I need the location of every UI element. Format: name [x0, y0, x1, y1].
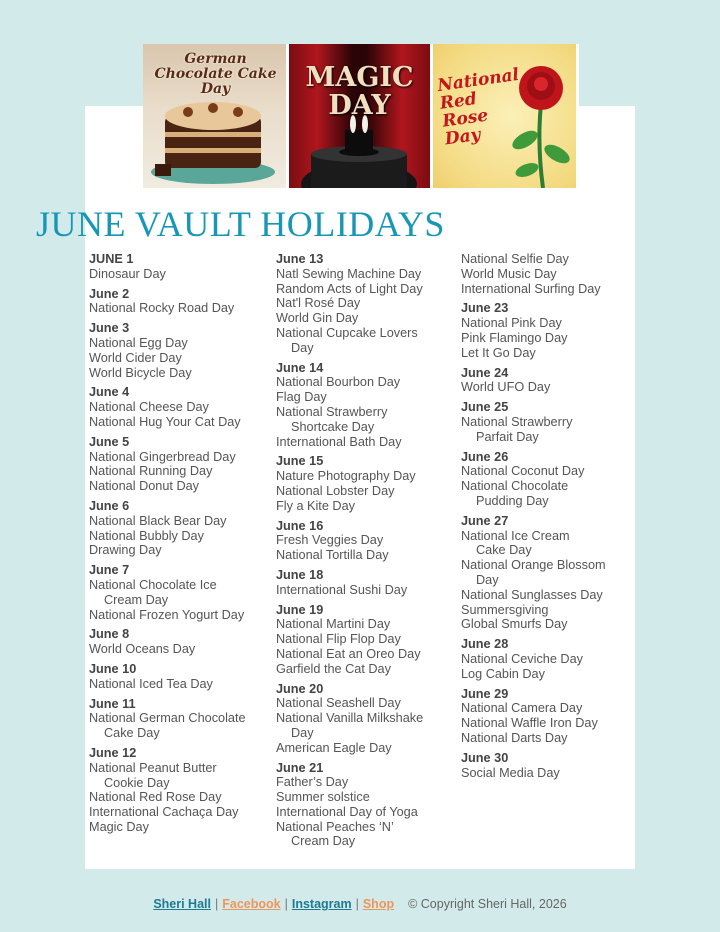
date-group	[461, 301, 633, 360]
holiday-name-continued: Shortcake Day	[291, 419, 375, 434]
holiday-name: National Bubbly Day	[89, 528, 204, 543]
footer-link-facebook[interactable]: Facebook	[222, 897, 281, 911]
date-group	[276, 519, 458, 563]
date-heading: June 16	[276, 518, 324, 533]
holiday-name-continued: Day	[476, 572, 499, 587]
holiday-item	[276, 390, 458, 405]
holiday-name: American Eagle Day	[276, 740, 392, 755]
date-group	[89, 662, 274, 692]
holiday-name: World Cider Day	[89, 350, 182, 365]
date-group	[89, 385, 274, 429]
holiday-name: National Ice Cream	[461, 528, 570, 543]
footer-link-sheri-hall[interactable]: Sheri Hall	[153, 897, 211, 911]
holiday-item	[276, 548, 458, 563]
holiday-name: Nature Photography Day	[276, 469, 416, 484]
date-group	[89, 499, 274, 558]
copyright-text: © Copyright Sheri Hall, 2026	[408, 897, 567, 911]
date-heading: June 15	[276, 454, 324, 469]
holiday-name: National Rocky Road Day	[89, 301, 235, 316]
date-group	[276, 682, 458, 756]
holiday-name: Fly a Kite Day	[276, 498, 355, 513]
holiday-item	[89, 479, 274, 494]
holiday-name: National Chocolate Ice	[89, 577, 217, 592]
holiday-item	[276, 326, 458, 356]
holiday-item	[276, 469, 458, 484]
date-group	[461, 450, 633, 509]
holiday-name: National Sunglasses Day	[461, 587, 603, 602]
german-chocolate-cake-day-image	[143, 44, 286, 188]
holiday-name: National Iced Tea Day	[89, 676, 213, 691]
date-heading: June 6	[89, 498, 130, 513]
date-group	[89, 321, 274, 380]
date-group	[276, 454, 458, 513]
footer-link-instagram[interactable]: Instagram	[291, 897, 352, 911]
footer-separator: |	[214, 897, 219, 911]
holiday-name: National Running Day	[89, 464, 213, 479]
holiday-item	[276, 375, 458, 390]
holiday-name: International Day of Yoga	[276, 804, 418, 819]
holiday-name: National Strawberry	[276, 404, 388, 419]
date-heading: June 21	[276, 760, 324, 775]
holiday-name: Father’s Day	[276, 775, 349, 790]
holiday-name-continued: Day	[291, 725, 314, 740]
date-group	[276, 361, 458, 450]
date-group	[461, 687, 633, 746]
holiday-item	[461, 415, 633, 445]
holiday-name: National Tortilla Day	[276, 548, 389, 563]
holiday-name: International Cachaça Day	[89, 805, 239, 820]
holiday-name: Social Media Day	[461, 765, 560, 780]
holiday-item	[461, 731, 633, 746]
holiday-name: National Peaches ‘N’	[276, 819, 394, 834]
date-heading: June 8	[89, 627, 130, 642]
holiday-name: Log Cabin Day	[461, 666, 545, 681]
date-heading: June 18	[276, 567, 324, 582]
holiday-name: Global Smurfs Day	[461, 617, 568, 632]
holiday-item	[276, 311, 458, 326]
holiday-name: National Camera Day	[461, 701, 583, 716]
holiday-name: National Lobster Day	[276, 483, 395, 498]
holiday-name: National Cheese Day	[89, 400, 209, 415]
holiday-item	[461, 701, 633, 716]
holiday-item	[89, 642, 274, 657]
holiday-name: Nat'l Rosé Day	[276, 296, 361, 311]
holiday-item	[461, 464, 633, 479]
holiday-name: National Peanut Butter	[89, 760, 217, 775]
holiday-name: National Bourbon Day	[276, 375, 401, 390]
holiday-name: Random Acts of Light Day	[276, 281, 423, 296]
holiday-item	[89, 608, 274, 623]
holiday-item	[89, 267, 274, 282]
holiday-item	[89, 578, 274, 608]
holiday-name-continued: Parfait Day	[476, 429, 539, 444]
holiday-name: National Flip Flop Day	[276, 632, 401, 647]
date-heading: June 13	[276, 252, 324, 266]
footer-separator: |	[355, 897, 359, 911]
holiday-item	[89, 677, 274, 692]
holiday-name: National Ceviche Day	[461, 651, 583, 666]
date-heading: June 14	[276, 360, 324, 375]
holiday-item	[276, 484, 458, 499]
date-heading: June 28	[461, 637, 509, 652]
holiday-item	[461, 267, 633, 282]
header-banner	[143, 44, 579, 188]
holiday-item	[461, 252, 633, 267]
date-heading: June 10	[89, 661, 137, 676]
date-heading: June 29	[461, 686, 509, 701]
holiday-item	[461, 617, 633, 632]
holiday-item	[89, 529, 274, 544]
holiday-item	[461, 346, 633, 361]
date-heading: June 20	[276, 681, 324, 696]
date-heading: June 23	[461, 301, 509, 316]
holiday-name: World UFO Day	[461, 380, 551, 395]
holiday-name: National Martini Day	[276, 617, 391, 632]
holiday-name: Dinosaur Day	[89, 266, 166, 281]
holiday-name-continued: Cream Day	[104, 592, 169, 607]
holiday-item	[276, 533, 458, 548]
holiday-item	[89, 514, 274, 529]
holiday-name: National Frozen Yogurt Day	[89, 607, 245, 622]
holiday-item	[461, 588, 633, 603]
date-group	[461, 514, 633, 632]
holiday-item	[461, 282, 633, 297]
holiday-item	[276, 711, 458, 741]
holiday-name-continued: Cake Day	[476, 543, 532, 558]
holiday-name: National Strawberry	[461, 414, 573, 429]
holiday-item	[461, 652, 633, 667]
date-group	[461, 252, 633, 296]
holiday-item	[276, 282, 458, 297]
date-group	[461, 366, 633, 396]
holiday-item	[89, 351, 274, 366]
holiday-item	[461, 529, 633, 559]
holiday-name: World Bicycle Day	[89, 365, 192, 380]
holiday-item	[276, 267, 458, 282]
holiday-item	[276, 296, 458, 311]
holiday-name: World Music Day	[461, 266, 557, 281]
date-group	[89, 746, 274, 835]
holiday-name: Pink Flamingo Day	[461, 330, 568, 345]
holiday-item	[89, 820, 274, 835]
holiday-item	[276, 790, 458, 805]
date-group	[89, 563, 274, 622]
date-heading: June 4	[89, 385, 130, 400]
holiday-name: National Red Rose Day	[89, 790, 222, 805]
magic-day-image	[289, 44, 430, 188]
date-heading: June 27	[461, 513, 509, 528]
date-group	[89, 627, 274, 657]
holiday-item	[276, 805, 458, 820]
holiday-column-3	[461, 252, 633, 785]
holiday-name: Let It Go Day	[461, 345, 536, 360]
holiday-name: Flag Day	[276, 390, 327, 405]
red-rose-day-title: National Red Rose Day	[436, 64, 521, 150]
date-heading: June 5	[89, 434, 130, 449]
holiday-item	[461, 331, 633, 346]
holiday-name: National Chocolate	[461, 479, 569, 494]
holiday-item	[89, 711, 274, 741]
date-heading: June 12	[89, 745, 137, 760]
holiday-item	[461, 603, 633, 618]
holiday-name: International Surfing Day	[461, 281, 601, 296]
holiday-item	[276, 499, 458, 514]
holiday-item	[461, 479, 633, 509]
holiday-name: Garfield the Cat Day	[276, 661, 391, 676]
holiday-item	[89, 790, 274, 805]
date-heading: June 24	[461, 365, 509, 380]
holiday-name: National German Chocolate	[89, 711, 246, 726]
holiday-item	[89, 805, 274, 820]
holiday-item	[89, 464, 274, 479]
holiday-item	[89, 400, 274, 415]
holiday-column-2	[276, 252, 458, 854]
holiday-item	[89, 415, 274, 430]
holiday-name: National Egg Day	[89, 335, 188, 350]
footer-separator: |	[284, 897, 288, 911]
holiday-item	[276, 741, 458, 756]
holiday-name: World Gin Day	[276, 311, 359, 326]
holiday-name: Summer solstice	[276, 790, 370, 805]
holiday-name: National Cupcake Lovers	[276, 325, 418, 340]
date-heading: June 26	[461, 449, 509, 464]
holiday-name: National Vanilla Milkshake	[276, 711, 424, 726]
holiday-name: National Selfie Day	[461, 252, 569, 266]
cake-day-title: German Chocolate Cake Day	[154, 51, 277, 97]
date-group	[276, 252, 458, 356]
date-group	[89, 287, 274, 317]
date-heading: JUNE 1	[89, 252, 134, 266]
date-heading: June 7	[89, 563, 130, 578]
holiday-name: Drawing Day	[89, 543, 162, 558]
holiday-item	[89, 366, 274, 381]
holiday-item	[89, 301, 274, 316]
date-group	[276, 603, 458, 677]
date-group	[276, 568, 458, 598]
holiday-name: National Black Bear Day	[89, 513, 227, 528]
holiday-name: World Oceans Day	[89, 642, 196, 657]
holiday-name: National Waffle Iron Day	[461, 716, 598, 731]
holiday-name-continued: Day	[291, 340, 314, 355]
holiday-item	[461, 667, 633, 682]
footer-link-shop[interactable]: Shop	[362, 897, 395, 911]
date-group	[461, 400, 633, 444]
holiday-item	[276, 820, 458, 850]
holiday-item	[89, 543, 274, 558]
holiday-item	[276, 435, 458, 450]
holiday-name-continued: Pudding Day	[476, 493, 549, 508]
holiday-name: National Darts Day	[461, 730, 568, 745]
holiday-name: Fresh Veggies Day	[276, 533, 384, 548]
holiday-item	[276, 405, 458, 435]
holiday-name: National Pink Day	[461, 316, 562, 331]
holiday-item	[461, 316, 633, 331]
holiday-item	[276, 696, 458, 711]
holiday-name: National Seashell Day	[276, 696, 401, 711]
holiday-item	[461, 558, 633, 588]
holiday-item	[276, 662, 458, 677]
holiday-name-continued: Cream Day	[291, 834, 356, 849]
holiday-name-continued: Cake Day	[104, 726, 160, 741]
date-group	[276, 761, 458, 850]
holiday-item	[89, 761, 274, 791]
date-heading: June 30	[461, 750, 509, 765]
holiday-item	[89, 336, 274, 351]
holiday-name: International Sushi Day	[276, 582, 408, 597]
date-group	[89, 252, 274, 282]
date-group	[89, 697, 274, 741]
holiday-name: International Bath Day	[276, 434, 402, 449]
holiday-name: National Orange Blossom	[461, 558, 606, 573]
holiday-item	[461, 716, 633, 731]
page-title: JUNE VAULT HOLIDAYS	[36, 204, 445, 244]
holiday-column-1	[89, 252, 274, 840]
holiday-item	[461, 766, 633, 781]
footer	[0, 897, 720, 911]
holiday-item	[276, 647, 458, 662]
magic-day-title: MAGIC DAY	[305, 62, 414, 121]
holiday-item	[89, 450, 274, 465]
date-group	[89, 435, 274, 494]
holiday-name: National Gingerbread Day	[89, 449, 236, 464]
holiday-name: Natl Sewing Machine Day	[276, 266, 422, 281]
holiday-item	[276, 632, 458, 647]
date-group	[461, 637, 633, 681]
holiday-name: National Hug Your Cat Day	[89, 414, 241, 429]
date-heading: June 2	[89, 286, 130, 301]
holiday-name: National Donut Day	[89, 479, 200, 494]
holiday-name: National Eat an Oreo Day	[276, 646, 421, 661]
holiday-name-continued: Cookie Day	[104, 775, 170, 790]
holiday-item	[276, 583, 458, 598]
holiday-name: Summersgiving	[461, 602, 549, 617]
holiday-name: Magic Day	[89, 819, 149, 834]
date-heading: June 25	[461, 400, 509, 415]
holiday-name: National Coconut Day	[461, 464, 585, 479]
holiday-item	[276, 775, 458, 790]
red-rose-day-image	[433, 44, 576, 188]
holiday-item	[461, 380, 633, 395]
date-group	[461, 751, 633, 781]
date-heading: June 19	[276, 602, 324, 617]
date-heading: June 11	[89, 696, 136, 711]
holiday-item	[276, 617, 458, 632]
date-heading: June 3	[89, 321, 130, 336]
